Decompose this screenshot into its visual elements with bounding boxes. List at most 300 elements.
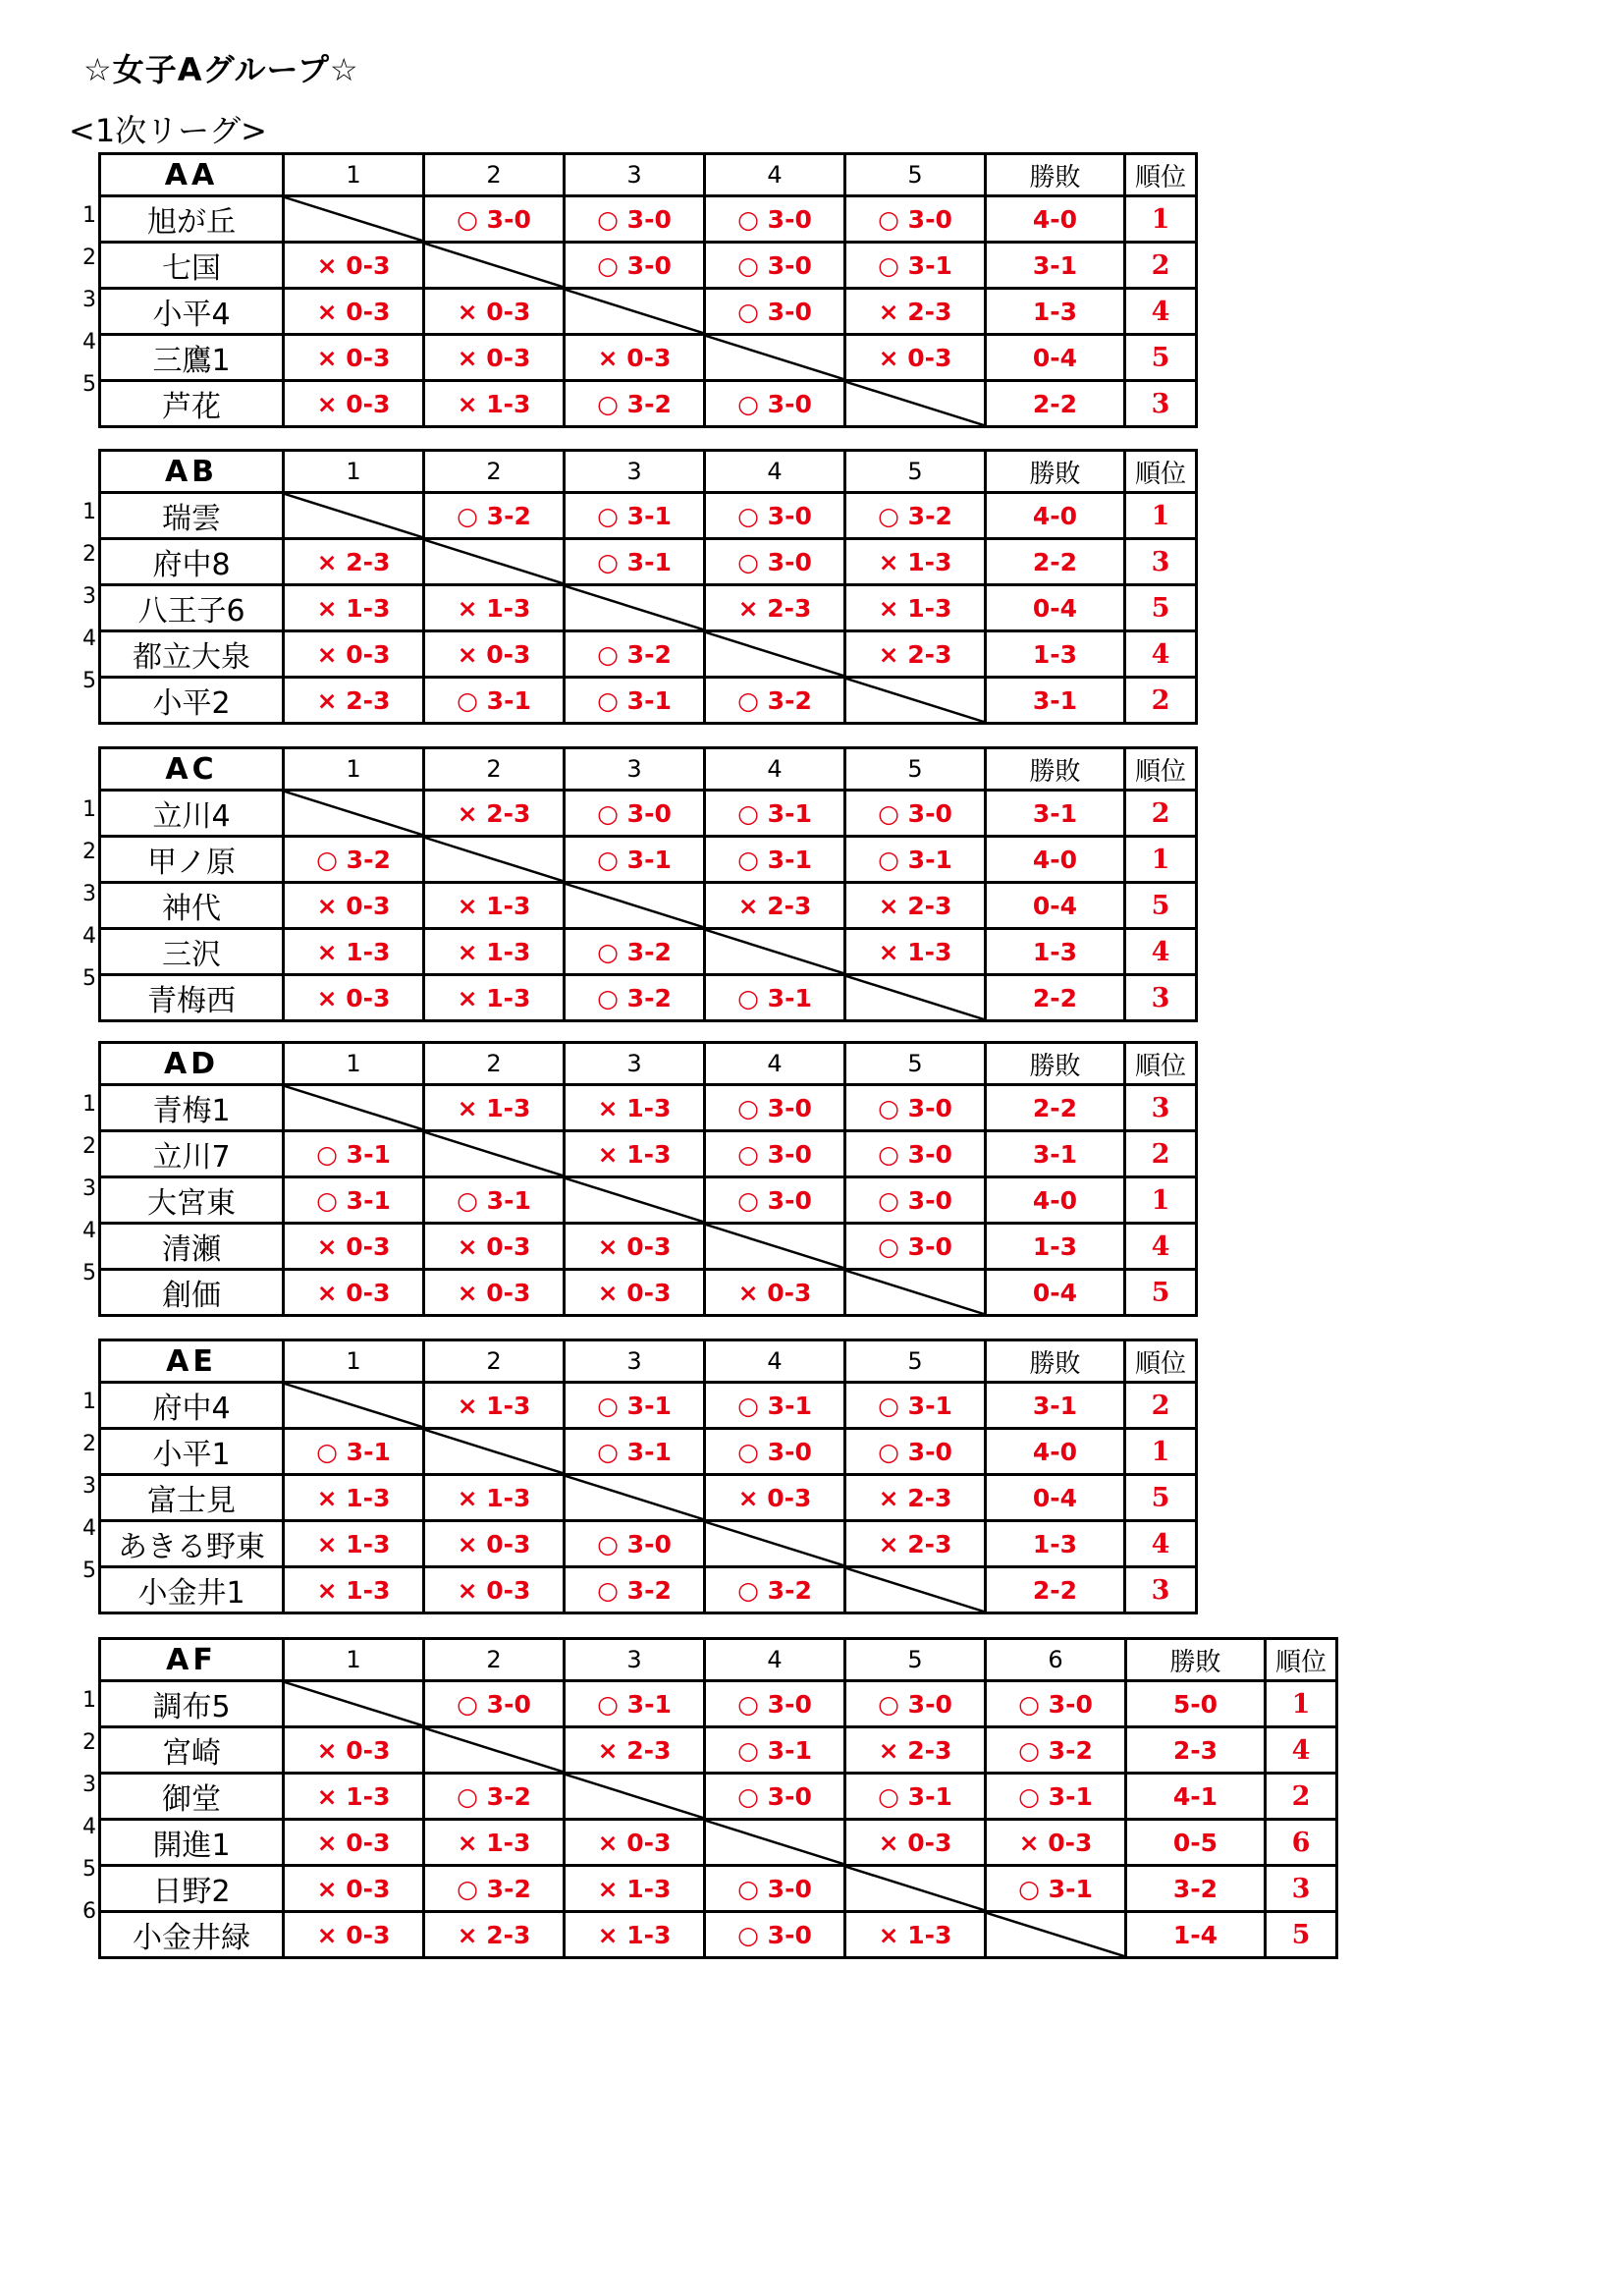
match-result: × 1-3 <box>565 1912 705 1958</box>
opponent-column-header: 3 <box>565 748 705 791</box>
record-header: 勝敗 <box>986 154 1125 196</box>
self-match-cell <box>565 585 705 631</box>
row-numbers <box>69 491 96 702</box>
self-match-cell <box>565 883 705 929</box>
match-result: × 1-3 <box>284 1475 424 1521</box>
match-result: ○ 3-1 <box>705 975 845 1021</box>
row-number: 1 <box>82 1092 96 1117</box>
team-row <box>100 1224 1197 1270</box>
match-result: ○ 3-2 <box>565 1567 705 1613</box>
team-name: 調布5 <box>100 1681 284 1727</box>
match-result: ○ 3-0 <box>705 289 845 335</box>
league-table <box>98 1041 1198 1317</box>
team-name: 立川4 <box>100 791 284 837</box>
team-rank: 4 <box>1125 289 1197 335</box>
team-name: 府中8 <box>100 539 284 585</box>
match-result: × 0-3 <box>424 631 565 678</box>
self-match-cell <box>705 1224 845 1270</box>
match-result: ○ 3-2 <box>565 975 705 1021</box>
diagonal-slash <box>706 632 843 676</box>
match-result: ○ 3-0 <box>845 1131 986 1177</box>
row-number: 1 <box>82 797 96 822</box>
match-result: × 0-3 <box>284 1820 424 1866</box>
team-name: 都立大泉 <box>100 631 284 678</box>
match-result: ○ 3-1 <box>565 1383 705 1429</box>
group-name: AF <box>100 1639 284 1681</box>
match-result: × 0-3 <box>424 335 565 381</box>
self-match-cell <box>705 335 845 381</box>
opponent-column-header: 2 <box>424 1043 565 1085</box>
match-result: × 0-3 <box>284 289 424 335</box>
diagonal-slash <box>566 884 703 927</box>
diagonal-slash <box>566 290 703 333</box>
team-name: 開進1 <box>100 1820 284 1866</box>
win-loss-record: 4-0 <box>986 1177 1125 1224</box>
team-rank: 5 <box>1125 585 1197 631</box>
row-number: 2 <box>82 1432 96 1456</box>
match-result: ○ 3-2 <box>565 929 705 975</box>
team-name: 御堂 <box>100 1774 284 1820</box>
match-result: × 2-3 <box>845 1521 986 1567</box>
team-name: 芦花 <box>100 381 284 427</box>
win-loss-record: 1-3 <box>986 289 1125 335</box>
row-number: 1 <box>82 500 96 524</box>
match-result: ○ 3-0 <box>705 493 845 539</box>
team-row <box>100 678 1197 724</box>
self-match-cell <box>705 1521 845 1567</box>
diagonal-slash <box>706 1821 843 1864</box>
match-result: × 0-3 <box>565 1224 705 1270</box>
opponent-column-header: 2 <box>424 748 565 791</box>
team-row <box>100 1774 1337 1820</box>
opponent-column-header: 5 <box>845 1639 986 1681</box>
team-rank: 2 <box>1125 791 1197 837</box>
match-result: × 1-3 <box>565 1085 705 1131</box>
diagonal-slash <box>285 1682 422 1725</box>
record-header: 勝敗 <box>986 451 1125 493</box>
match-result: ○ 3-1 <box>705 1727 845 1774</box>
diagonal-slash <box>285 1086 422 1129</box>
team-row <box>100 539 1197 585</box>
team-name: 小平4 <box>100 289 284 335</box>
row-number: 4 <box>82 627 96 651</box>
match-result: ○ 3-1 <box>565 1681 705 1727</box>
opponent-column-header: 2 <box>424 1340 565 1383</box>
diagonal-slash <box>566 1775 703 1818</box>
match-result: ○ 3-0 <box>845 196 986 243</box>
opponent-column-header: 1 <box>284 1340 424 1383</box>
rank-header: 順位 <box>1266 1639 1337 1681</box>
self-match-cell <box>424 1131 565 1177</box>
match-result: ○ 3-0 <box>424 196 565 243</box>
team-name: 三沢 <box>100 929 284 975</box>
match-result: ○ 3-0 <box>565 1521 705 1567</box>
match-result: ○ 3-1 <box>845 1774 986 1820</box>
match-result: × 2-3 <box>845 883 986 929</box>
team-name: 旭が丘 <box>100 196 284 243</box>
match-result: × 0-3 <box>424 1521 565 1567</box>
match-result: × 2-3 <box>845 631 986 678</box>
team-row <box>100 975 1197 1021</box>
row-number: 2 <box>82 542 96 567</box>
opponent-column-header: 6 <box>986 1639 1126 1681</box>
header-row <box>100 1639 1337 1681</box>
match-result: ○ 3-2 <box>424 1774 565 1820</box>
match-result: × 0-3 <box>424 289 565 335</box>
diagonal-slash <box>706 1225 843 1268</box>
rank-header: 順位 <box>1125 451 1197 493</box>
diagonal-slash <box>425 838 563 881</box>
team-name: 宮崎 <box>100 1727 284 1774</box>
row-number: 3 <box>82 1474 96 1499</box>
opponent-column-header: 1 <box>284 154 424 196</box>
self-match-cell <box>284 791 424 837</box>
team-rank: 1 <box>1125 1177 1197 1224</box>
team-row <box>100 837 1197 883</box>
self-match-cell <box>284 196 424 243</box>
match-result: ○ 3-0 <box>986 1681 1126 1727</box>
team-row <box>100 1475 1197 1521</box>
match-result: × 2-3 <box>845 1475 986 1521</box>
match-result: ○ 3-1 <box>565 837 705 883</box>
league-table <box>98 152 1198 428</box>
match-result: × 0-3 <box>284 1866 424 1912</box>
match-result: × 1-3 <box>424 929 565 975</box>
match-result: × 0-3 <box>284 883 424 929</box>
team-name: あきる野東 <box>100 1521 284 1567</box>
match-result: × 0-3 <box>284 1727 424 1774</box>
diagonal-slash <box>846 976 984 1019</box>
header-row <box>100 748 1197 791</box>
rank-header: 順位 <box>1125 154 1197 196</box>
win-loss-record: 2-3 <box>1126 1727 1266 1774</box>
match-result: × 2-3 <box>565 1727 705 1774</box>
match-result: ○ 3-2 <box>565 631 705 678</box>
match-result: × 1-3 <box>424 381 565 427</box>
page-title: ☆女子Aグループ☆ <box>83 51 359 88</box>
match-result: × 2-3 <box>284 539 424 585</box>
diagonal-slash <box>285 197 422 241</box>
match-result: × 0-3 <box>424 1567 565 1613</box>
win-loss-record: 4-1 <box>1126 1774 1266 1820</box>
team-row <box>100 791 1197 837</box>
team-row <box>100 1681 1337 1727</box>
opponent-column-header: 5 <box>845 748 986 791</box>
row-number: 5 <box>82 1857 96 1882</box>
team-rank: 3 <box>1125 975 1197 1021</box>
match-result: ○ 3-0 <box>705 1912 845 1958</box>
match-result: × 0-3 <box>705 1270 845 1316</box>
group-name: AC <box>100 748 284 791</box>
team-rank: 2 <box>1125 1383 1197 1429</box>
team-row <box>100 381 1197 427</box>
match-result: ○ 3-2 <box>424 493 565 539</box>
win-loss-record: 0-4 <box>986 335 1125 381</box>
match-result: ○ 3-0 <box>424 1681 565 1727</box>
diagonal-slash <box>425 1430 563 1473</box>
team-rank: 5 <box>1125 1270 1197 1316</box>
team-rank: 2 <box>1125 243 1197 289</box>
win-loss-record: 3-2 <box>1126 1866 1266 1912</box>
opponent-column-header: 3 <box>565 1340 705 1383</box>
match-result: × 0-3 <box>424 1270 565 1316</box>
match-result: ○ 3-0 <box>845 791 986 837</box>
row-number: 2 <box>82 246 96 270</box>
row-number: 5 <box>82 1558 96 1583</box>
match-result: × 1-3 <box>424 1820 565 1866</box>
match-result: ○ 3-1 <box>424 678 565 724</box>
match-result: ○ 3-1 <box>565 539 705 585</box>
row-number: 2 <box>82 1134 96 1159</box>
team-row <box>100 335 1197 381</box>
win-loss-record: 2-2 <box>986 1085 1125 1131</box>
row-number: 4 <box>82 1219 96 1243</box>
match-result: × 2-3 <box>845 1727 986 1774</box>
team-name: 日野2 <box>100 1866 284 1912</box>
diagonal-slash <box>706 930 843 973</box>
team-row <box>100 1383 1197 1429</box>
team-rank: 3 <box>1266 1866 1337 1912</box>
rank-header: 順位 <box>1125 1043 1197 1085</box>
match-result: × 0-3 <box>284 631 424 678</box>
diagonal-slash <box>987 1913 1124 1956</box>
match-result: × 0-3 <box>284 243 424 289</box>
match-result: ○ 3-1 <box>705 1383 845 1429</box>
row-number: 4 <box>82 330 96 355</box>
win-loss-record: 0-5 <box>1126 1820 1266 1866</box>
team-row <box>100 196 1197 243</box>
win-loss-record: 2-2 <box>986 539 1125 585</box>
team-rank: 2 <box>1266 1774 1337 1820</box>
match-result: × 1-3 <box>284 1774 424 1820</box>
match-result: × 1-3 <box>845 929 986 975</box>
diagonal-slash <box>846 382 984 425</box>
self-match-cell <box>424 1429 565 1475</box>
match-result: ○ 3-2 <box>705 1567 845 1613</box>
diagonal-slash <box>846 679 984 722</box>
match-result: × 0-3 <box>565 1820 705 1866</box>
team-name: 富士見 <box>100 1475 284 1521</box>
league-table <box>98 746 1198 1022</box>
team-row <box>100 1177 1197 1224</box>
group-name: AB <box>100 451 284 493</box>
team-rank: 3 <box>1125 1567 1197 1613</box>
match-result: × 1-3 <box>424 1383 565 1429</box>
team-rank: 4 <box>1266 1727 1337 1774</box>
win-loss-record: 1-3 <box>986 929 1125 975</box>
team-row <box>100 1131 1197 1177</box>
record-header: 勝敗 <box>986 1340 1125 1383</box>
match-result: × 1-3 <box>284 929 424 975</box>
team-row <box>100 1727 1337 1774</box>
self-match-cell <box>424 539 565 585</box>
opponent-column-header: 1 <box>284 1043 424 1085</box>
match-result: ○ 3-2 <box>565 381 705 427</box>
match-result: ○ 3-2 <box>424 1866 565 1912</box>
diagonal-slash <box>846 1271 984 1314</box>
row-number: 3 <box>82 1176 96 1201</box>
opponent-column-header: 3 <box>565 154 705 196</box>
win-loss-record: 0-4 <box>986 883 1125 929</box>
match-result: × 0-3 <box>284 1912 424 1958</box>
row-number: 4 <box>82 1516 96 1541</box>
team-name: 青梅西 <box>100 975 284 1021</box>
team-rank: 2 <box>1125 1131 1197 1177</box>
self-match-cell <box>845 381 986 427</box>
self-match-cell <box>705 631 845 678</box>
team-rank: 1 <box>1125 493 1197 539</box>
match-result: × 1-3 <box>845 585 986 631</box>
opponent-column-header: 3 <box>565 451 705 493</box>
opponent-column-header: 5 <box>845 1340 986 1383</box>
league-subtitle: <1次リーグ> <box>69 112 267 149</box>
self-match-cell <box>565 1177 705 1224</box>
match-result: ○ 3-0 <box>705 1085 845 1131</box>
team-row <box>100 493 1197 539</box>
match-result: × 1-3 <box>424 1085 565 1131</box>
self-match-cell <box>705 929 845 975</box>
match-result: ○ 3-1 <box>565 1429 705 1475</box>
record-header: 勝敗 <box>986 1043 1125 1085</box>
match-result: ○ 3-1 <box>424 1177 565 1224</box>
opponent-column-header: 4 <box>705 451 845 493</box>
diagonal-slash <box>425 540 563 583</box>
match-result: ○ 3-1 <box>986 1866 1126 1912</box>
row-numbers <box>69 194 96 406</box>
team-rank: 4 <box>1125 631 1197 678</box>
row-number: 1 <box>82 1390 96 1414</box>
diagonal-slash <box>566 1178 703 1222</box>
match-result: ○ 3-1 <box>986 1774 1126 1820</box>
win-loss-record: 1-3 <box>986 1521 1125 1567</box>
team-row <box>100 1567 1197 1613</box>
match-result: × 1-3 <box>284 585 424 631</box>
diagonal-slash <box>706 1522 843 1565</box>
win-loss-record: 3-1 <box>986 678 1125 724</box>
rank-header: 順位 <box>1125 748 1197 791</box>
diagonal-slash <box>566 1476 703 1519</box>
match-result: ○ 3-1 <box>705 837 845 883</box>
match-result: × 1-3 <box>565 1131 705 1177</box>
team-rank: 1 <box>1266 1681 1337 1727</box>
team-name: 七国 <box>100 243 284 289</box>
win-loss-record: 3-1 <box>986 243 1125 289</box>
match-result: × 0-3 <box>284 1224 424 1270</box>
match-result: ○ 3-0 <box>845 1085 986 1131</box>
team-rank: 5 <box>1125 335 1197 381</box>
team-row <box>100 929 1197 975</box>
header-row <box>100 1340 1197 1383</box>
win-loss-record: 4-0 <box>986 1429 1125 1475</box>
team-rank: 1 <box>1125 196 1197 243</box>
team-rank: 3 <box>1125 381 1197 427</box>
match-result: ○ 3-0 <box>705 1681 845 1727</box>
diagonal-slash <box>846 1568 984 1612</box>
team-row <box>100 1820 1337 1866</box>
team-row <box>100 1912 1337 1958</box>
match-result: ○ 3-1 <box>845 243 986 289</box>
win-loss-record: 4-0 <box>986 493 1125 539</box>
opponent-column-header: 2 <box>424 1639 565 1681</box>
opponent-column-header: 4 <box>705 748 845 791</box>
opponent-column-header: 4 <box>705 1340 845 1383</box>
team-name: 神代 <box>100 883 284 929</box>
diagonal-slash <box>566 586 703 629</box>
match-result: ○ 3-0 <box>565 243 705 289</box>
record-header: 勝敗 <box>986 748 1125 791</box>
team-name: 立川7 <box>100 1131 284 1177</box>
match-result: × 0-3 <box>565 1270 705 1316</box>
team-row <box>100 585 1197 631</box>
match-result: × 2-3 <box>705 883 845 929</box>
self-match-cell <box>284 493 424 539</box>
match-result: ○ 3-1 <box>705 791 845 837</box>
match-result: × 1-3 <box>284 1521 424 1567</box>
row-number: 3 <box>82 1773 96 1797</box>
group-name: AA <box>100 154 284 196</box>
match-result: ○ 3-1 <box>845 1383 986 1429</box>
record-header: 勝敗 <box>1126 1639 1266 1681</box>
self-match-cell <box>845 1270 986 1316</box>
team-row <box>100 1866 1337 1912</box>
opponent-column-header: 5 <box>845 1043 986 1085</box>
row-numbers <box>69 789 96 1000</box>
match-result: ○ 3-1 <box>284 1131 424 1177</box>
team-name: 甲ノ原 <box>100 837 284 883</box>
match-result: × 0-3 <box>565 335 705 381</box>
row-numbers <box>69 1381 96 1592</box>
team-rank: 4 <box>1125 929 1197 975</box>
team-name: 府中4 <box>100 1383 284 1429</box>
self-match-cell <box>845 1567 986 1613</box>
match-result: × 0-3 <box>284 335 424 381</box>
team-name: 三鷹1 <box>100 335 284 381</box>
row-numbers <box>69 1083 96 1294</box>
row-number: 1 <box>82 1688 96 1713</box>
win-loss-record: 5-0 <box>1126 1681 1266 1727</box>
win-loss-record: 4-0 <box>986 837 1125 883</box>
match-result: × 0-3 <box>845 335 986 381</box>
team-rank: 3 <box>1125 1085 1197 1131</box>
team-name: 小金井1 <box>100 1567 284 1613</box>
team-row <box>100 1270 1197 1316</box>
team-name: 瑞雲 <box>100 493 284 539</box>
row-numbers <box>69 1679 96 1933</box>
diagonal-slash <box>425 244 563 287</box>
team-rank: 5 <box>1125 1475 1197 1521</box>
self-match-cell <box>845 975 986 1021</box>
win-loss-record: 2-2 <box>986 1567 1125 1613</box>
match-result: × 1-3 <box>845 539 986 585</box>
header-row <box>100 451 1197 493</box>
diagonal-slash <box>285 494 422 537</box>
win-loss-record: 1-4 <box>1126 1912 1266 1958</box>
team-rank: 3 <box>1125 539 1197 585</box>
opponent-column-header: 4 <box>705 154 845 196</box>
opponent-column-header: 2 <box>424 451 565 493</box>
self-match-cell <box>565 289 705 335</box>
team-row <box>100 883 1197 929</box>
self-match-cell <box>424 1727 565 1774</box>
match-result: × 1-3 <box>424 585 565 631</box>
match-result: × 1-3 <box>565 1866 705 1912</box>
win-loss-record: 3-1 <box>986 1131 1125 1177</box>
match-result: ○ 3-0 <box>845 1429 986 1475</box>
match-result: × 0-3 <box>284 1270 424 1316</box>
match-result: ○ 3-1 <box>565 493 705 539</box>
row-number: 2 <box>82 840 96 864</box>
win-loss-record: 3-1 <box>986 1383 1125 1429</box>
